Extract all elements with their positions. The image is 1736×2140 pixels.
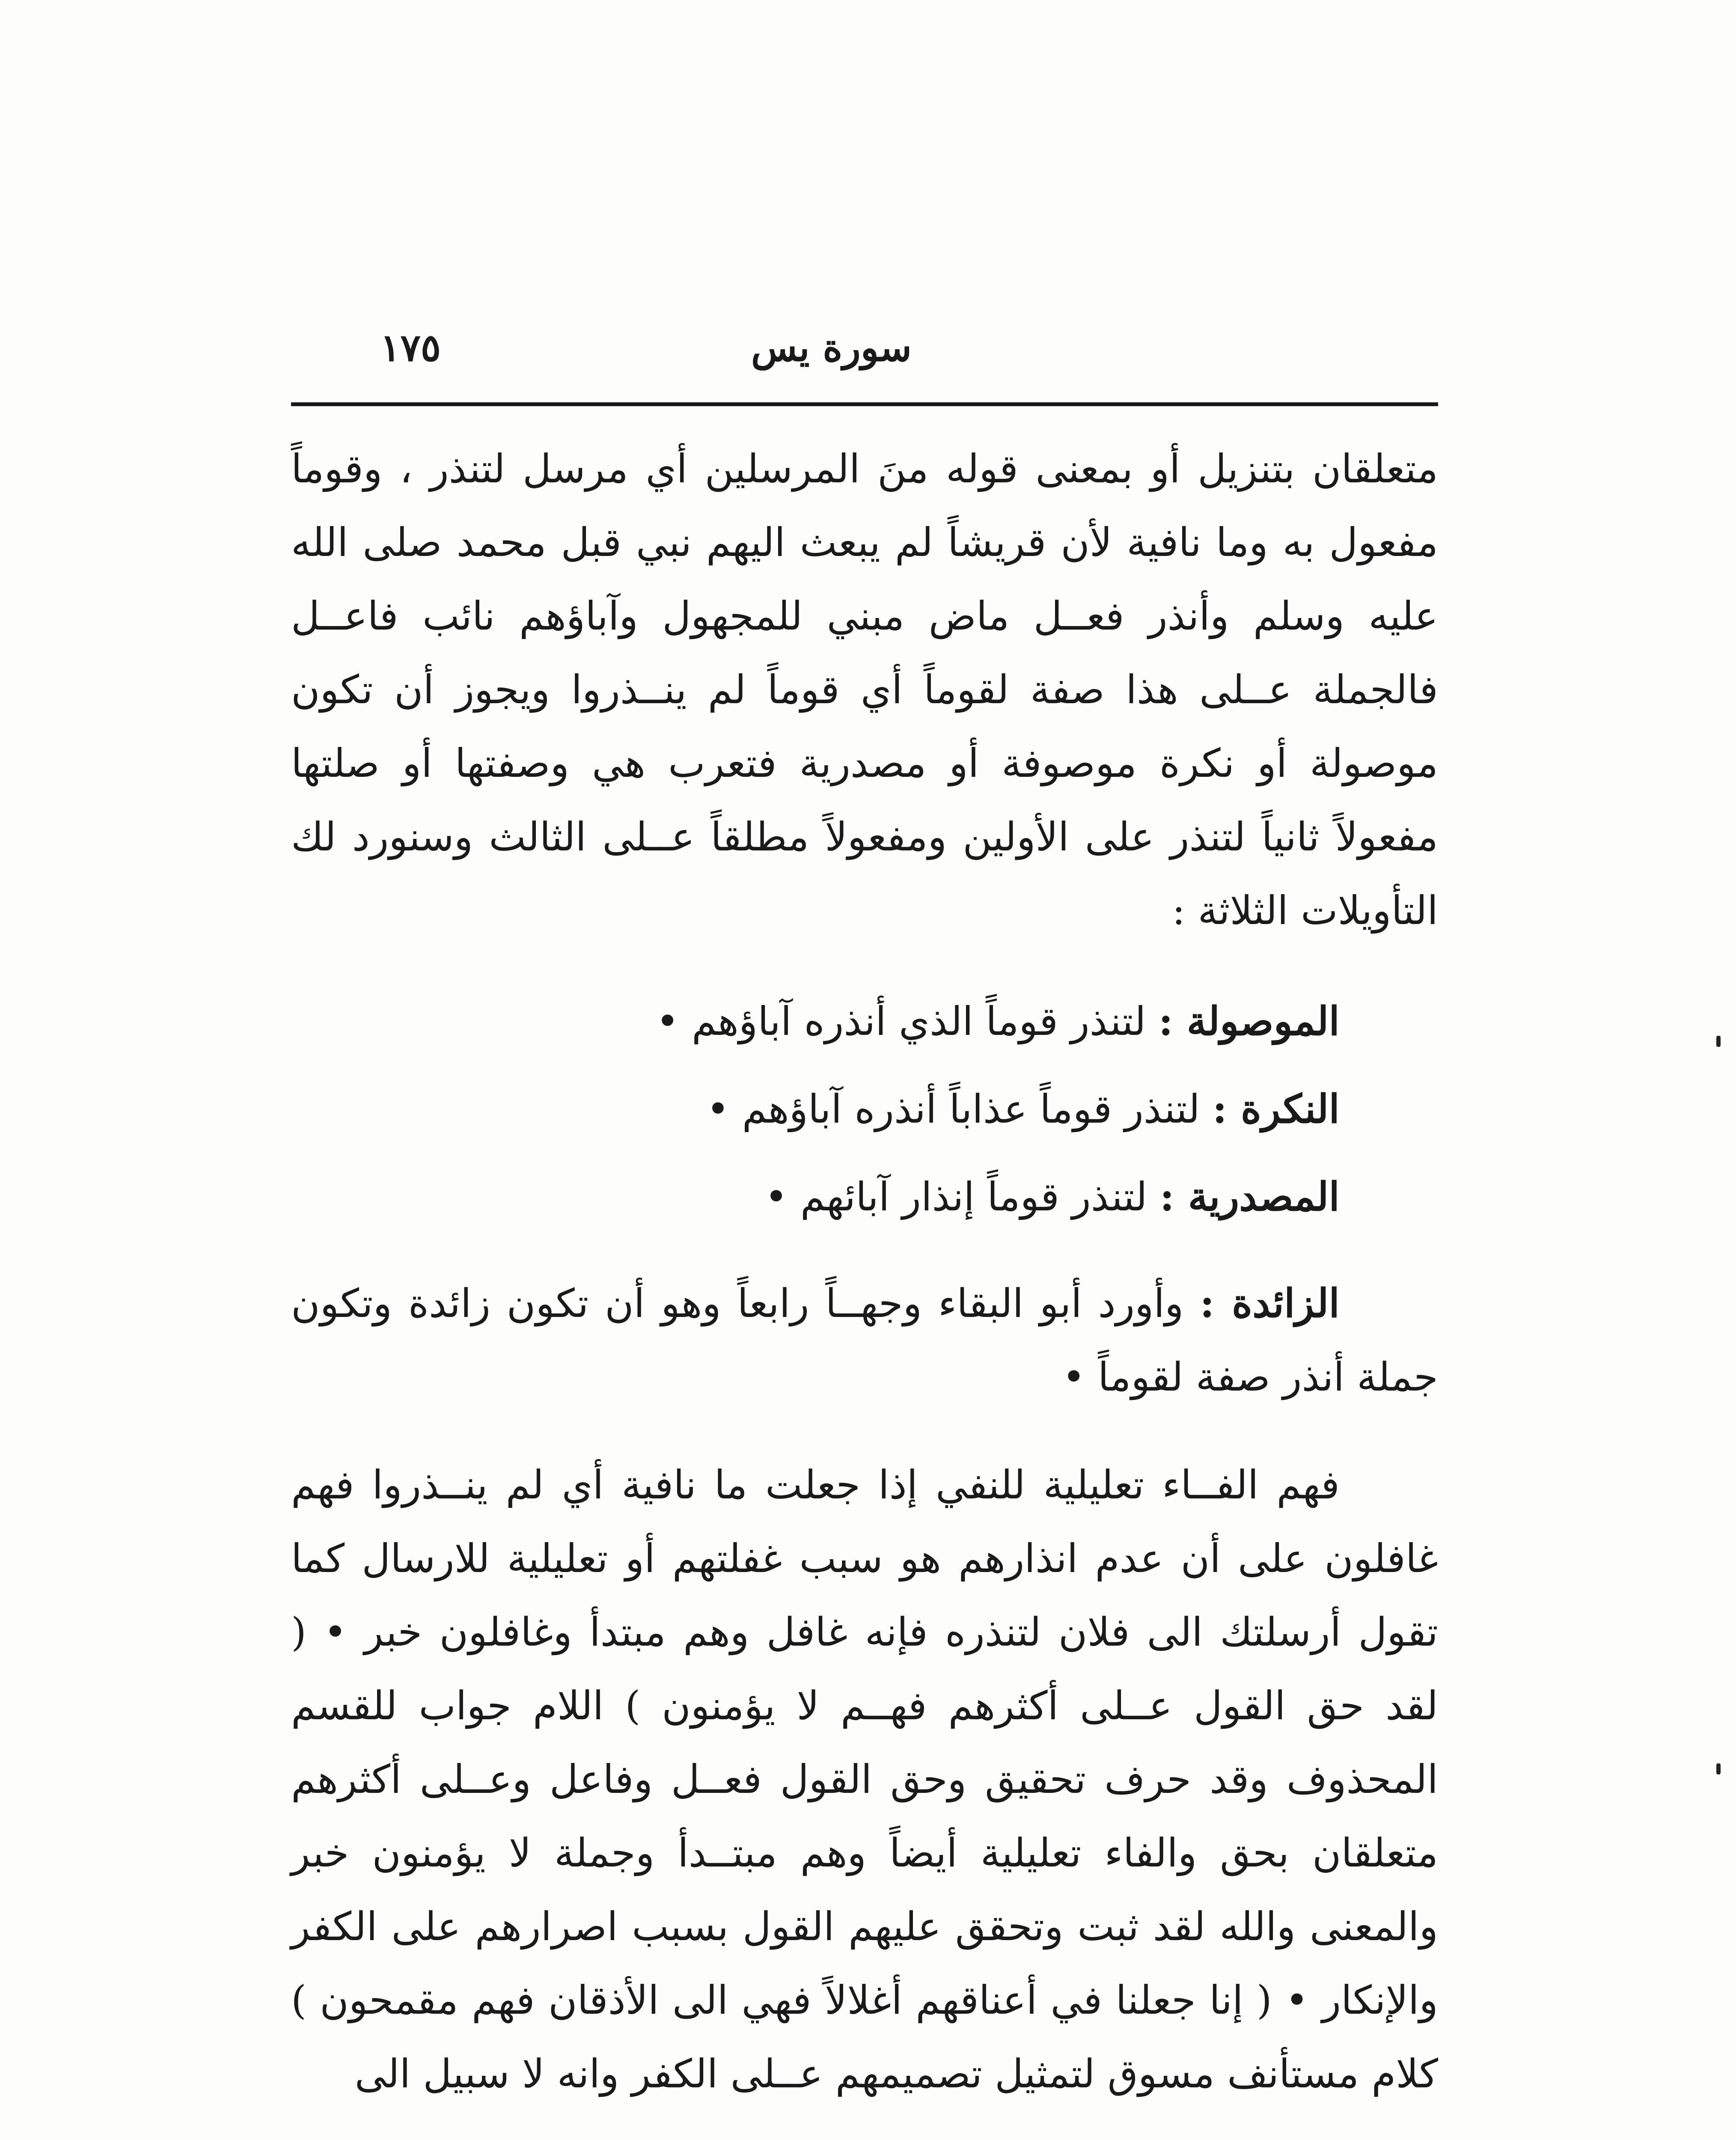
page-header <box>291 312 1438 398</box>
running-title: سورة يس <box>751 325 912 370</box>
final-paragraph: فهم الفــاء تعليلية للنفي إذا جعلت ما نافية أي لم ينــذروا فهم غافلون على أن عدم انذارهم هو سبب غفلتهم أو تعليلية للارسال كما تقول أرسلتك الى فلان لتنذره فإنه غافل وهم مبتدأ وغافلون خبر • ( لقد حق القول عــلى أكثرهم فهــم لا يؤمنون ) اللام جواب للقسم المحذوف وقد حرف تحقيق وحق القول فعــل وفاعل وعــلى أكثرهم متعلقان بحق والفاء تعليلية أيضاً وهم مبتــدأ وجملة لا يؤمنون خبر والمعنى والله لقد ثبت وتحقق عليهم القول بسبب اصرارهم على الكفر والإنكار • ( إنا جعلنا في أعناقهم أغلالاً فهي الى الأذقان فهم مقمحون ) كلام مستأنف مسوق لتمثيل تصميمهم عــلى الكفر وانه لا سبيل الى <box>291 1462 1438 2097</box>
zaida-paragraph <box>291 1266 1438 1414</box>
list-item <box>291 978 1438 1065</box>
zaida-text: وأورد أبو البقاء وجهــاً رابعاً وهو أن تكون زائدة وتكون جملة أنذر صفة لقوماً • <box>291 1281 1438 1400</box>
zaida-term: الزائدة : <box>1200 1280 1340 1326</box>
interpretation-text: لتنذر قوماً الذي أنذره آباؤهم • <box>656 999 1159 1044</box>
paragraph-gap <box>291 1414 1438 1448</box>
interpretation-term: النكرة : <box>1212 1086 1340 1132</box>
interpretation-term: المصدرية : <box>1159 1174 1340 1220</box>
opening-paragraph: متعلقان بتنزيل أو بمعنى قوله منَ المرسلين أي مرسل لتنذر ، وقوماً مفعول به وما نافية لأن قريشاً لم يبعث اليهم نبي قبل محمد صلى الله عليه وسلم وأنذر فعــل ماض مبني للمجهول وآباؤهم نائب فاعــل فالجملة عــلى هذا صفة لقوماً أي قوماً لم ينــذروا ويجوز أن تكون موصولة أو نكرة موصوفة أو مصدرية فتعرب هي وصفتها أو صلتها مفعولاً ثانياً لتنذر على الأولين ومفعولاً مطلقاً عــلى الثالث وسنورد لك التأويلات الثلاثة : <box>291 446 1439 933</box>
page-body <box>291 432 1438 2111</box>
interpretation-text: لتنذر قوماً إنذار آبائهم • <box>764 1174 1160 1220</box>
list-item <box>291 1065 1438 1153</box>
interpretation-term: الموصولة : <box>1158 998 1340 1044</box>
interpretation-text: لتنذر قوماً عذاباً أنذره آباؤهم • <box>706 1086 1213 1132</box>
margin-speck <box>1716 1763 1721 1774</box>
list-item <box>291 1153 1438 1241</box>
page-number: ١٧٥ <box>380 325 441 370</box>
header-rule <box>291 402 1438 406</box>
interpretations-list <box>291 978 1438 1241</box>
margin-speck <box>1716 1036 1721 1047</box>
